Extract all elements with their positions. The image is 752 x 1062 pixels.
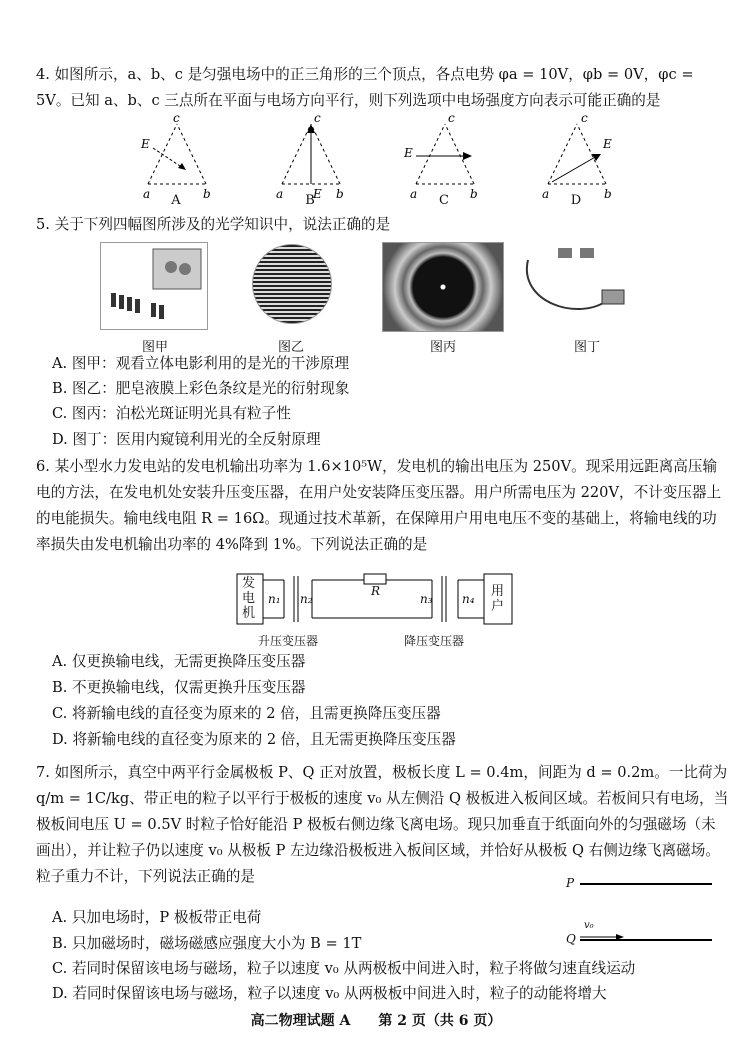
q7-option-c: C. 若同时保留该电场与磁场，粒子以速度 v₀ 从两极板中间进入时，粒子将做匀速直线运动	[52, 960, 636, 977]
n3-label: n₃	[420, 592, 433, 606]
q4-stem: 4. 如图所示，a、b、c 是匀强电场中的正三角形的三个顶点，各点电势 φa = 10V，φb = 0V，φc = 5V。已知 a、b、c 三点所在平面与电场方向平行，则下列选项中电场强度方向表示可能正确的是	[36, 66, 694, 109]
q6-option-a: A. 仅更换输电线，无需更换降压变压器	[52, 653, 306, 670]
image-soap-film	[252, 244, 332, 324]
q5-caption-2: 图乙	[277, 340, 304, 355]
n2-label: n₂	[300, 592, 313, 606]
q4-triangle-figures	[0, 112, 752, 212]
q6-option-d: D. 将新输电线的直径变为原来的 2 倍，且无需更换降压变压器	[52, 731, 456, 748]
q4-label-d: D	[570, 193, 582, 208]
q7-option-a: A. 只加电场时，P 极板带正电荷	[52, 909, 262, 926]
image-poisson-spot	[382, 242, 504, 332]
figure-a	[140, 112, 211, 201]
n4-label: n₄	[462, 592, 475, 606]
figure-d	[542, 112, 612, 201]
svg-text:E: E	[141, 137, 150, 151]
n1-label: n₁	[268, 592, 281, 606]
svg-text:c: c	[173, 112, 180, 125]
q5-option-b: B. 图乙：肥皂液膜上彩色条纹是光的衍射现象	[52, 380, 350, 397]
q6-option-b: B. 不更换输电线，仅需更换升压变压器	[52, 679, 306, 696]
q5-caption-1: 图甲	[141, 340, 168, 355]
svg-text:b: b	[203, 187, 211, 201]
velocity-label: v₀	[584, 920, 594, 931]
q5-caption-4: 图丁	[573, 340, 600, 355]
q5-option-a: A. 图甲：观看立体电影利用的是光的干涉原理	[52, 355, 350, 372]
q4-label-b: B	[305, 193, 315, 208]
svg-text:E: E	[404, 146, 413, 160]
step-down-label: 降压变压器	[404, 634, 465, 648]
plate-q-label: Q	[566, 932, 576, 946]
figure-c	[403, 112, 478, 201]
q6-option-c: C. 将新输电线的直径变为原来的 2 倍，且需更换降压变压器	[52, 705, 441, 722]
svg-text:b: b	[470, 187, 478, 201]
svg-text:b: b	[604, 187, 612, 201]
q4-label-a: A	[171, 193, 181, 208]
svg-text:a: a	[143, 187, 151, 201]
q7-option-d: D. 若同时保留该电场与磁场，粒子以速度 v₀ 从两极板中间进入时，粒子的动能将增大	[52, 985, 607, 1002]
svg-text:a: a	[542, 187, 550, 201]
transmission-circuit	[236, 568, 514, 650]
figure-b	[276, 112, 344, 201]
image-endoscope	[518, 242, 638, 330]
q7-stem: 7. 如图所示，真空中两平行金属极板 P、Q 正对放置，极板长度 L = 0.4m，间距为 d = 0.2m。一比荷为 q/m = 1C/kg、带正电的粒子以平行于极板的速度 v₀ 从左侧沿 Q 极板进入板间区域。若板间只有电场，当极板间电压 U = 0.5V 时粒子恰好能沿 P 极板右侧边缘飞离电场。现只加垂直于纸面向外的匀强磁场（未画出），并让粒子仍以速度 v₀ 从极板 P 左边缘沿极板进入板间区域，并恰好从极板 Q 右侧边缘飞离磁场。粒子重力不计，下列说法正确的是	[36, 764, 729, 885]
q7-option-b: B. 只加磁场时，磁场磁感应强度大小为 B = 1T	[52, 935, 362, 952]
page-footer: 高二物理试题 A 第 2 页（共 6 页）	[250, 1013, 502, 1029]
q6-stem: 6. 某小型水力发电站的发电机输出功率为 1.6×10⁵W，发电机的输出电压为 250V。现采用远距离高压输电的方法，在发电机处安装升压变压器，在用户处安装降压变压器。用户所需电压为 220V，不计变压器上的电能损失。输电线电阻 R = 16Ω。现通过技术革新，在保障用户用电电压不变的基础上，将输电线的功率损失由发电机输出功率的 4%降到 1%。下列说法正确的是	[36, 458, 722, 553]
q5-option-c: C. 图丙：泊松光斑证明光具有粒子性	[52, 405, 291, 422]
generator-label: 发电机	[242, 576, 256, 621]
svg-text:E: E	[603, 137, 612, 151]
user-label: 用户	[491, 584, 505, 614]
svg-text:c: c	[314, 112, 321, 125]
q4-label-c: C	[439, 193, 449, 208]
q5-option-d: D. 图丁：医用内窥镜利用光的全反射原理	[52, 431, 321, 448]
svg-text:a: a	[276, 187, 284, 201]
svg-text:a: a	[410, 187, 418, 201]
svg-text:c: c	[448, 112, 455, 125]
resistor-label: R	[371, 584, 381, 598]
svg-text:b: b	[336, 187, 344, 201]
image-3d-movie	[100, 242, 208, 330]
q5-caption-3: 图丙	[429, 340, 456, 355]
q5-stem: 5. 关于下列四幅图所涉及的光学知识中，说法正确的是	[36, 216, 391, 233]
svg-text:c: c	[581, 112, 588, 125]
step-up-label: 升压变压器	[258, 634, 319, 648]
plates-figure	[566, 874, 716, 946]
svg-text:E: E	[313, 187, 322, 201]
plate-p-label: P	[566, 876, 575, 890]
